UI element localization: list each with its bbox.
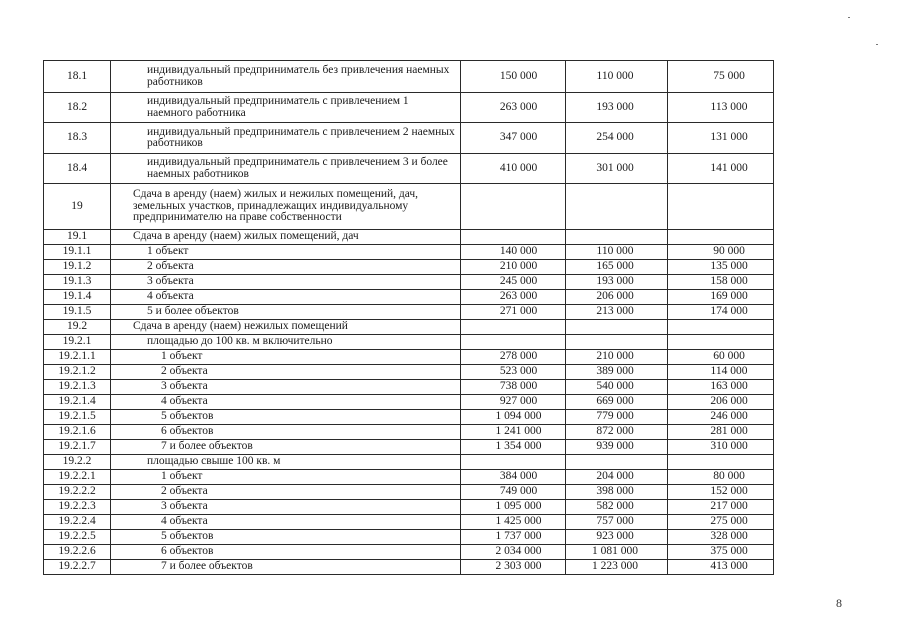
table-row [44, 455, 774, 470]
row-description-cell: 3 объекта [111, 380, 461, 395]
row-description-cell: площадью свыше 100 кв. м [111, 455, 461, 470]
value-cell-3: 281 000 [668, 425, 774, 440]
value-cell-1: 927 000 [461, 395, 566, 410]
table-row [44, 470, 774, 485]
row-number-cell: 19.2.2.4 [44, 515, 111, 530]
row-description-cell: 5 и более объектов [111, 305, 461, 320]
value-cell-2: 254 000 [566, 123, 668, 154]
table-row [44, 365, 774, 380]
value-cell-2: 206 000 [566, 290, 668, 305]
row-description-cell: 5 объектов [111, 530, 461, 545]
row-number-cell: 19.2.1.1 [44, 350, 111, 365]
row-number-cell: 19.2.1.2 [44, 365, 111, 380]
row-number-cell: 19.2.1.5 [44, 410, 111, 425]
row-number-cell: 18.3 [44, 123, 111, 154]
row-description-cell: 2 объекта [111, 260, 461, 275]
value-cell-1: 271 000 [461, 305, 566, 320]
table-row [44, 410, 774, 425]
row-number-cell: 18.1 [44, 61, 111, 93]
value-cell-1: 1 425 000 [461, 515, 566, 530]
table-row [44, 395, 774, 410]
value-cell-3: 413 000 [668, 560, 774, 575]
value-cell-1: 738 000 [461, 380, 566, 395]
table-row [44, 184, 774, 230]
value-cell-2: 213 000 [566, 305, 668, 320]
row-number-cell: 18.4 [44, 154, 111, 184]
value-cell-1: 2 034 000 [461, 545, 566, 560]
row-description-cell: 1 объект [111, 245, 461, 260]
table-row [44, 305, 774, 320]
table-row [44, 230, 774, 245]
row-number-cell: 19 [44, 184, 111, 230]
row-description-cell: 4 объекта [111, 395, 461, 410]
value-cell-3: 375 000 [668, 545, 774, 560]
value-cell-1: 1 354 000 [461, 440, 566, 455]
table-row [44, 275, 774, 290]
table-row [44, 440, 774, 455]
row-number-cell: 19.2.2.3 [44, 500, 111, 515]
value-cell-1 [461, 455, 566, 470]
row-description-cell: индивидуальный предприниматель с привлечением 1 наемного работника [111, 93, 461, 123]
table-row [44, 290, 774, 305]
value-cell-2: 165 000 [566, 260, 668, 275]
value-cell-2: 923 000 [566, 530, 668, 545]
value-cell-2: 398 000 [566, 485, 668, 500]
value-cell-2: 669 000 [566, 395, 668, 410]
table-row [44, 530, 774, 545]
table-row [44, 154, 774, 184]
table-row [44, 485, 774, 500]
value-cell-3: 310 000 [668, 440, 774, 455]
table-row [44, 61, 774, 93]
row-number-cell: 19.1 [44, 230, 111, 245]
value-cell-1 [461, 230, 566, 245]
row-number-cell: 19.2.2.6 [44, 545, 111, 560]
value-cell-1 [461, 335, 566, 350]
value-cell-2: 210 000 [566, 350, 668, 365]
value-cell-1 [461, 320, 566, 335]
value-cell-2: 1 081 000 [566, 545, 668, 560]
row-number-cell: 19.1.5 [44, 305, 111, 320]
row-number-cell: 19.1.3 [44, 275, 111, 290]
row-description-cell: Сдача в аренду (наем) жилых помещений, дач [111, 230, 461, 245]
value-cell-2: 757 000 [566, 515, 668, 530]
value-cell-3 [668, 455, 774, 470]
row-description-cell: 3 объекта [111, 275, 461, 290]
row-number-cell: 18.2 [44, 93, 111, 123]
value-cell-2: 389 000 [566, 365, 668, 380]
value-cell-2 [566, 230, 668, 245]
row-number-cell: 19.2.1.6 [44, 425, 111, 440]
row-description-cell: 4 объекта [111, 290, 461, 305]
row-description-cell: Сдача в аренду (наем) жилых и нежилых помещений, дач, земельных участков, принадлежащих индивидуальному предпринимателю на праве собственности [111, 184, 461, 230]
row-description-cell: 2 объекта [111, 485, 461, 500]
value-cell-2 [566, 335, 668, 350]
value-cell-1: 140 000 [461, 245, 566, 260]
row-description-cell: 5 объектов [111, 410, 461, 425]
row-description-cell: 1 объект [111, 350, 461, 365]
value-cell-2: 582 000 [566, 500, 668, 515]
row-number-cell: 19.1.2 [44, 260, 111, 275]
row-description-cell: 2 объекта [111, 365, 461, 380]
value-cell-3: 90 000 [668, 245, 774, 260]
row-number-cell: 19.2.1.7 [44, 440, 111, 455]
row-description-cell: 4 объекта [111, 515, 461, 530]
page-number: 8 [836, 596, 842, 610]
table-row [44, 515, 774, 530]
value-cell-3 [668, 230, 774, 245]
value-cell-1: 1 094 000 [461, 410, 566, 425]
value-cell-3: 152 000 [668, 485, 774, 500]
table-row [44, 500, 774, 515]
value-cell-1: 245 000 [461, 275, 566, 290]
value-cell-3: 135 000 [668, 260, 774, 275]
value-cell-1: 523 000 [461, 365, 566, 380]
value-cell-2: 204 000 [566, 470, 668, 485]
row-number-cell: 19.2.2.1 [44, 470, 111, 485]
row-description-cell: 3 объекта [111, 500, 461, 515]
row-number-cell: 19.2.1.4 [44, 395, 111, 410]
value-cell-2 [566, 320, 668, 335]
value-cell-1: 410 000 [461, 154, 566, 184]
value-cell-3: 163 000 [668, 380, 774, 395]
value-cell-3: 246 000 [668, 410, 774, 425]
value-cell-2 [566, 184, 668, 230]
value-cell-3: 75 000 [668, 61, 774, 93]
table-row [44, 320, 774, 335]
value-cell-1: 347 000 [461, 123, 566, 154]
value-cell-3: 169 000 [668, 290, 774, 305]
row-description-cell: площадью до 100 кв. м включительно [111, 335, 461, 350]
value-cell-1: 1 737 000 [461, 530, 566, 545]
row-description-cell: Сдача в аренду (наем) нежилых помещений [111, 320, 461, 335]
value-cell-3: 141 000 [668, 154, 774, 184]
row-number-cell: 19.2.1.3 [44, 380, 111, 395]
value-cell-3: 60 000 [668, 350, 774, 365]
row-description-cell: индивидуальный предприниматель с привлечением 3 и более наемных работников [111, 154, 461, 184]
value-cell-2: 193 000 [566, 275, 668, 290]
row-number-cell: 19.1.1 [44, 245, 111, 260]
value-cell-1: 210 000 [461, 260, 566, 275]
scan-speck [876, 44, 878, 45]
value-cell-3: 328 000 [668, 530, 774, 545]
row-description-cell: 6 объектов [111, 545, 461, 560]
table-body [44, 61, 774, 575]
value-cell-3: 131 000 [668, 123, 774, 154]
row-number-cell: 19.2 [44, 320, 111, 335]
value-cell-3 [668, 184, 774, 230]
value-cell-2: 540 000 [566, 380, 668, 395]
value-cell-2: 779 000 [566, 410, 668, 425]
row-number-cell: 19.2.2.5 [44, 530, 111, 545]
row-number-cell: 19.2.2.7 [44, 560, 111, 575]
table-row [44, 380, 774, 395]
value-cell-2: 110 000 [566, 61, 668, 93]
table-row [44, 335, 774, 350]
row-number-cell: 19.2.2 [44, 455, 111, 470]
table-row [44, 123, 774, 154]
value-cell-2: 1 223 000 [566, 560, 668, 575]
table-row [44, 560, 774, 575]
row-number-cell: 19.1.4 [44, 290, 111, 305]
table-row [44, 260, 774, 275]
table-row [44, 93, 774, 123]
row-description-cell: 6 объектов [111, 425, 461, 440]
value-cell-2: 193 000 [566, 93, 668, 123]
value-cell-1: 263 000 [461, 93, 566, 123]
scan-speck [848, 17, 850, 18]
row-description-cell: 7 и более объектов [111, 440, 461, 455]
value-cell-3: 114 000 [668, 365, 774, 380]
value-cell-1: 150 000 [461, 61, 566, 93]
row-number-cell: 19.2.1 [44, 335, 111, 350]
value-cell-1: 749 000 [461, 485, 566, 500]
tariff-table [43, 60, 774, 575]
table-row [44, 350, 774, 365]
row-description-cell: индивидуальный предприниматель с привлечением 2 наемных работников [111, 123, 461, 154]
row-description-cell: 7 и более объектов [111, 560, 461, 575]
value-cell-1 [461, 184, 566, 230]
value-cell-3: 275 000 [668, 515, 774, 530]
value-cell-2 [566, 455, 668, 470]
value-cell-3 [668, 335, 774, 350]
value-cell-3: 158 000 [668, 275, 774, 290]
value-cell-1: 384 000 [461, 470, 566, 485]
value-cell-3 [668, 320, 774, 335]
value-cell-3: 174 000 [668, 305, 774, 320]
value-cell-1: 2 303 000 [461, 560, 566, 575]
value-cell-2: 872 000 [566, 425, 668, 440]
value-cell-2: 110 000 [566, 245, 668, 260]
table-row [44, 425, 774, 440]
table-row [44, 545, 774, 560]
value-cell-1: 1 241 000 [461, 425, 566, 440]
value-cell-2: 301 000 [566, 154, 668, 184]
value-cell-3: 217 000 [668, 500, 774, 515]
value-cell-3: 80 000 [668, 470, 774, 485]
value-cell-3: 206 000 [668, 395, 774, 410]
row-number-cell: 19.2.2.2 [44, 485, 111, 500]
row-description-cell: 1 объект [111, 470, 461, 485]
value-cell-2: 939 000 [566, 440, 668, 455]
value-cell-1: 263 000 [461, 290, 566, 305]
row-description-cell: индивидуальный предприниматель без привлечения наемных работников [111, 61, 461, 93]
value-cell-1: 1 095 000 [461, 500, 566, 515]
value-cell-1: 278 000 [461, 350, 566, 365]
table-row [44, 245, 774, 260]
value-cell-3: 113 000 [668, 93, 774, 123]
